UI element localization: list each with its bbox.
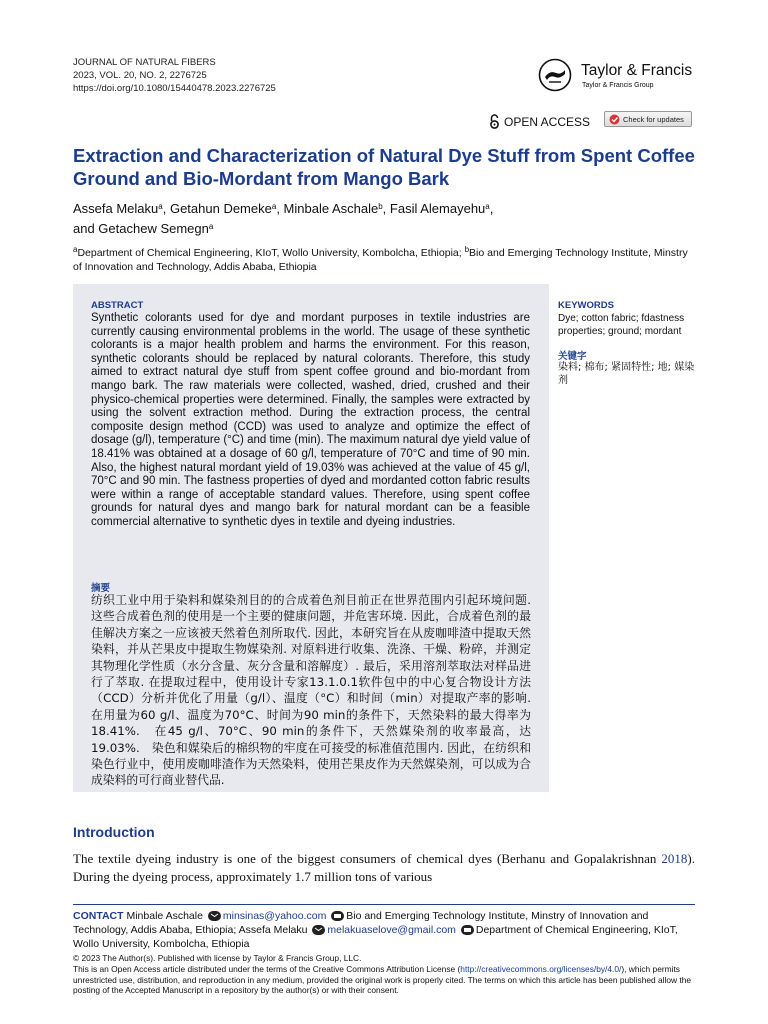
abstract-heading: ABSTRACT	[91, 300, 144, 311]
citation-link[interactable]: 2018	[661, 851, 688, 866]
author-affiliation-mark: a	[208, 222, 214, 231]
author-name[interactable]: and Getachew Semegn	[73, 221, 209, 236]
author-separator: ,	[162, 201, 170, 216]
affiliation-mark: b	[464, 245, 470, 254]
affiliation-mark: a	[73, 245, 78, 254]
journal-volume: 2023, VOL. 20, NO. 2, 2276725	[73, 70, 207, 81]
introduction-text-end: ). During the dyeing process, approximately 1.7 million tons of various	[73, 851, 695, 884]
author-affiliation-mark: a	[158, 202, 163, 211]
open-access-label: OPEN ACCESS	[504, 114, 591, 129]
introduction-text-start: The textile dyeing industry is one of the biggest consumers of chemical dyes (Berhanu and Gopalakrishnan	[73, 851, 662, 866]
affiliation-b: Bio and Emerging Technology Institute, Minstry of Innovation and Technology, Addis Ababa, Ethiopia	[73, 247, 688, 273]
journal-name: JOURNAL OF NATURAL FIBERS	[73, 57, 216, 68]
author-affiliation-mark: a	[485, 202, 490, 211]
license-link[interactable]: http://creativecommons.org/licenses/by/4.0/	[460, 963, 622, 974]
open-lock-icon	[489, 114, 500, 129]
email-link[interactable]: minsinas@yahoo.com	[222, 910, 327, 922]
keywords-text: Dye; cotton fabric; fdastness properties; ground; mordant	[558, 313, 685, 337]
keywords-cn-text: 染料; 棉布; 紧固特性; 地; 媒染剂	[558, 362, 695, 386]
copyright-line: © 2023 The Author(s). Published with license by Taylor & Francis Group, LLC.	[73, 953, 362, 963]
affiliation-a: Department of Chemical Engineering, KIoT, Wollo University, Kombolcha, Ethiopia;	[77, 247, 465, 259]
contact-name: Minbale Aschale	[126, 910, 203, 922]
author-name[interactable]: Assefa Melaku	[73, 201, 159, 216]
license-footer	[73, 953, 701, 996]
email-icon	[312, 925, 325, 935]
introduction-heading: Introduction	[73, 824, 155, 840]
author-separator: ,	[276, 201, 284, 216]
author-separator: ,	[489, 201, 494, 216]
email-icon	[208, 911, 221, 921]
check-for-updates-button[interactable]	[604, 111, 692, 127]
update-check-icon	[609, 114, 620, 125]
contact-address: Bio and Emerging Technology Institute, Minstry of Innovation and Technology, Addis Ababa, Ethiopia; Assefa Melaku	[73, 910, 649, 936]
publisher-logo[interactable]	[538, 58, 698, 94]
address-icon	[331, 911, 344, 921]
check-for-updates-label: Check for updates	[623, 114, 684, 124]
abstract-cn-text: 纺织工业中用于染料和媒染剂目的的合成着色剂目前正在世界范围内引起环境问题. 这些合成着色剂的使用是一个主要的健康问题，并危害环境. 因此，合成着色剂的最佳解决方案之一应该被天然着色剂所取代. 因此，本研究旨在从废咖啡渣中提取天然染料，并从芒果皮中提取生物媒染剂. 对原料进行收集、洗涤、干燥、粉碎，并测定其物理化学性质（水分含量、灰分含量和溶解度）. 最后，采用溶剂萃取法对样品进行了萃取. 在提取过程中，使用设计专家13.1.0.1软件包中的中心复合物设计方法（CCD）分析并优化了用量（g/l）、温度（°C）和时间（min）对提取产率的影响. 在用量为60 g/l、温度为70°C、时间为90 min的条件下，天然染料的最大得率为18.41%. 在45 g/l、70°C、90 min的条件下，天然媒染剂的收率最高，达19.03%. 染色和媒染后的棉织物的牢度在可接受的标准值范围内. 因此，在纺织和染色行业中，使用废咖啡渣作为天然染料，使用芒果皮作为天然媒染剂，可以成为合成染料的可行商业替代品.	[91, 593, 531, 788]
contact-address: Department of Chemical Engineering, KIoT, Wollo University, Kombolcha, Ethiopia	[73, 924, 678, 950]
abstract-cn-heading: 摘要	[91, 583, 111, 594]
publisher-name: Taylor & Francis	[581, 62, 693, 79]
publisher-group: Taylor & Francis Group	[582, 82, 654, 89]
author-name[interactable]: Getahun Demeke	[169, 201, 272, 216]
keywords-heading: KEYWORDS	[558, 300, 614, 311]
author-name[interactable]: Fasil Alemayehu	[389, 201, 486, 216]
introduction-text	[73, 850, 695, 886]
author-list	[73, 198, 693, 238]
license-text-end: ), which permits unrestricted use, distribution, and reproduction in any medium, provided the original work is properly cited. The terms on which this article has been published allow the posting of the Accepted Manuscript in a repository by the author(s) or with their consent.	[73, 963, 692, 996]
open-access-badge	[489, 114, 590, 129]
author-name[interactable]: Minbale Aschale	[283, 201, 379, 216]
abstract-text: Synthetic colorants used for dye and mordant purposes in textile industries are currently causing environmental problems in the world. The usage of these synthetic colorants is a major health problem and harms the environment. For this reason, synthetic colorants should be replaced by natural colorants. Therefore, this study aimed to extract natural dye stuff from spent coffee ground and bio-mordant from mango bark. The raw materials were collected, washed, dried, crushed and their physico-chemical properties were determined. Finally, the samples were extracted by using the solvent extraction method. During the extraction process, the central composite design method (CCD) was used to analyze and optimize the effect of dosage (g/l), temperature (°C) and time (min). The maximum natural dye yield value of 18.41% was obtained at a dosage of 60 g/l, temperature of 70°C and time of 90 min. Also, the highest natural mordant yield of 19.03% was achieved at the value of 45 g/l, 70°C and 90 min. The fastness properties of dyed and mordanted cotton fabric results were within a range of acceptable standard values. Therefore, using spent coffee grounds for natural dyes and mango bark for natural mordant can be a feasible commercial alternative to synthetic dyes in textile and dyeing industries.	[91, 312, 531, 528]
publisher-logo-icon	[538, 58, 572, 92]
affiliations	[73, 243, 698, 274]
author-affiliation-mark: b	[378, 202, 383, 211]
email-link[interactable]: melakuaselove@gmail.com	[327, 924, 456, 936]
footnote-divider	[73, 904, 695, 905]
article-title: Extraction and Characterization of Natural Dye Stuff from Spent Coffee Ground and Bio-Mordant from Mango Bark	[73, 145, 695, 189]
author-affiliation-mark: a	[271, 202, 277, 211]
contact-info	[73, 909, 698, 951]
license-text-start: This is an Open Access article distributed under the terms of the Creative Commons Attribution License (	[73, 963, 461, 974]
contact-label: CONTACT	[73, 910, 124, 922]
author-separator: ,	[382, 201, 390, 216]
keywords-cn-heading: 关键字	[558, 351, 587, 362]
journal-doi[interactable]: https://doi.org/10.1080/15440478.2023.2276725	[73, 83, 276, 94]
journal-header	[73, 56, 276, 95]
address-icon	[461, 925, 474, 935]
license-text	[73, 964, 701, 996]
